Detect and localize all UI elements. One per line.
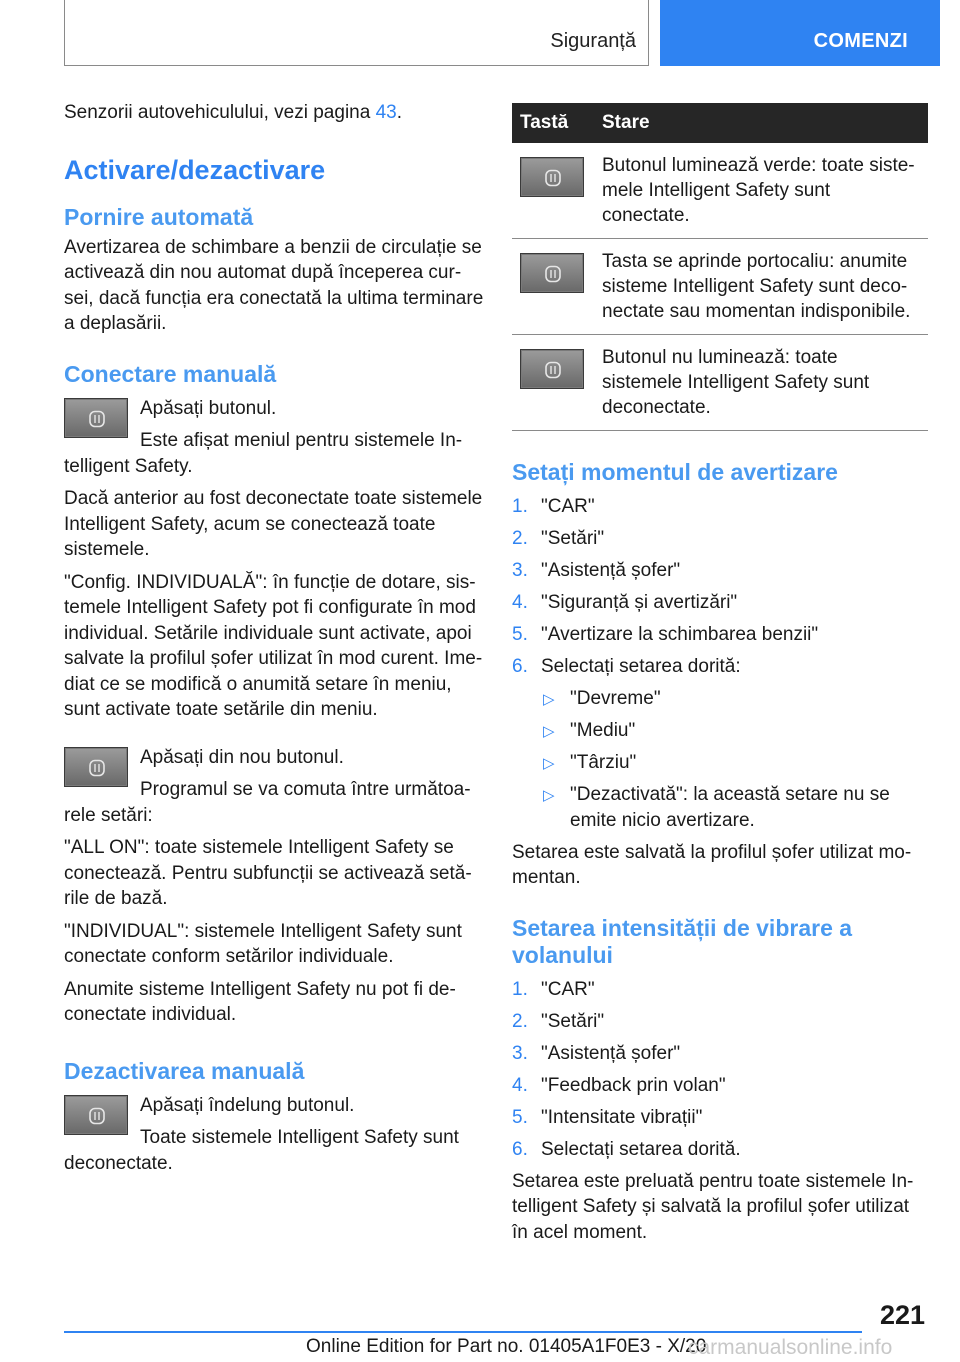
list-item: 6. Selectați setarea dorită. bbox=[512, 1138, 741, 1160]
manual-prev: Dacă anterior au fost deconectate toate sistemele Intelligent Safety, acum se conectează toate sistemele. bbox=[64, 488, 483, 560]
option-item: ▷ "Dezactivată": la această setare nu se emite nicio avertizare. bbox=[543, 784, 890, 831]
manual-heading: Conectare manuală bbox=[64, 360, 277, 387]
all-on-text: "ALL ON": toate sistemele Intelligent Safety se conectează. Pentru subfuncții se activează setările de bază. bbox=[64, 837, 472, 909]
safety-button-icon bbox=[64, 1095, 128, 1135]
safety-button-green-icon bbox=[520, 157, 584, 197]
footer-edition: Online Edition for Part no. 01405A1F0E3 - X/20 bbox=[306, 1336, 707, 1357]
page-link[interactable]: 43 bbox=[375, 102, 397, 123]
page-number: 221 bbox=[880, 1300, 926, 1330]
manual-press: Apăsați butonul. bbox=[140, 397, 277, 419]
header-tab[interactable] bbox=[660, 0, 940, 66]
list-item: 4. "Siguranță și avertizări" bbox=[512, 592, 738, 613]
list-item: 3. "Asistență șofer" bbox=[512, 560, 681, 581]
option-item: ▷ "Devreme" bbox=[541, 686, 928, 712]
footer-divider bbox=[64, 1331, 862, 1333]
tab-label: COMENZI bbox=[813, 30, 908, 52]
row-text: Butonul nu luminează: toate sistemele Intelligent Safety sunt deconectate. bbox=[594, 335, 928, 431]
warn-saved: Setarea este salvată la profilul șofer utilizat momentan. bbox=[512, 841, 912, 888]
auto-heading: Pornire automată bbox=[64, 203, 254, 230]
manual-config: "Config. INDIVIDUALĂ": în funcție de dotare, sistemele Intelligent Safety pot fi configurate în mod individual. Setările individuale sunt activate, apoi salvate la profilul șofer utilizat în mod curent. Imediat ce se modifică o anumită setare în meniu, sunt activate toate setările din meniu. bbox=[64, 571, 483, 720]
list-item: 2. "Setări" bbox=[512, 1010, 605, 1032]
table-row bbox=[512, 143, 928, 239]
vibr-steps bbox=[512, 977, 928, 1163]
auto-text: Avertizarea de schimbare a benzii de circulație se activează din nou automat după începerea cursei, dacă funcția era conectată la ultima terminare a deplasării. bbox=[64, 236, 484, 334]
left-column bbox=[64, 100, 484, 1183]
deact-heading: Dezactivarea manuală bbox=[64, 1057, 305, 1084]
col-key: Tastă bbox=[512, 103, 594, 143]
safety-button-icon bbox=[64, 747, 128, 787]
deact-text: Toate sistemele Intelligent Safety sunt deconectate. bbox=[64, 1127, 459, 1174]
again-toggle: Programul se va comuta între următoarele setări: bbox=[64, 779, 471, 826]
safety-button-off-icon bbox=[520, 349, 584, 389]
individual-text: "INDIVIDUAL": sistemele Intelligent Safety sunt conectate conform setărilor individuale. bbox=[64, 920, 462, 967]
deact-press: Apăsați îndelung butonul. bbox=[140, 1094, 355, 1116]
header-section bbox=[64, 0, 649, 66]
section-title: Siguranță bbox=[550, 30, 636, 52]
option-item: ▷ "Târziu" bbox=[541, 750, 928, 776]
safety-button-icon bbox=[64, 398, 128, 438]
list-item: 5. "Avertizare la schimbarea benzii" bbox=[512, 624, 819, 645]
some-text: Anumite sisteme Intelligent Safety nu pot fi deconectate individual. bbox=[64, 978, 456, 1025]
triangle-bullet-icon: ▷ bbox=[543, 723, 555, 740]
list-item: 5. "Intensitate vibrații" bbox=[512, 1106, 703, 1128]
section-heading: Activare/dezactivare bbox=[64, 154, 326, 185]
status-table bbox=[512, 103, 928, 431]
safety-button-orange-icon bbox=[520, 253, 584, 293]
col-state: Stare bbox=[594, 103, 928, 143]
manual-block bbox=[64, 396, 484, 480]
warn-steps bbox=[512, 494, 928, 680]
list-item: 6. Selectați setarea dorită: bbox=[512, 656, 741, 677]
table-row bbox=[512, 239, 928, 335]
again-block bbox=[64, 745, 484, 829]
again-press: Apăsați din nou butonul. bbox=[140, 746, 344, 768]
watermark: carmanualsonline.info bbox=[688, 1336, 893, 1359]
vibr-heading: Setarea intensității de vibrare a volanului bbox=[512, 914, 853, 968]
table-header-row bbox=[512, 103, 928, 143]
list-item: 1. "CAR" bbox=[512, 496, 595, 517]
list-item: 3. "Asistență șofer" bbox=[512, 1042, 681, 1064]
list-item: 1. "CAR" bbox=[512, 978, 595, 1000]
warn-options bbox=[541, 686, 928, 833]
triangle-bullet-icon: ▷ bbox=[543, 691, 555, 708]
option-item: ▷ "Mediu" bbox=[541, 718, 928, 744]
manual-menu: Este afișat meniul pentru sistemele Intelligent Safety. bbox=[64, 430, 463, 477]
triangle-bullet-icon: ▷ bbox=[543, 787, 555, 804]
warn-heading: Setați momentul de avertizare bbox=[512, 459, 838, 485]
table-row bbox=[512, 335, 928, 431]
row-text: Tasta se aprinde portocaliu: anumite sisteme Intelligent Safety sunt deconectate sau momentan indisponibile. bbox=[594, 239, 928, 335]
triangle-bullet-icon: ▷ bbox=[543, 755, 555, 772]
list-item: 4. "Feedback prin volan" bbox=[512, 1074, 726, 1096]
deact-block bbox=[64, 1093, 484, 1177]
row-text: Butonul luminează verde: toate sistemele Intelligent Safety sunt conectate. bbox=[594, 143, 928, 239]
list-item: 2. "Setări" bbox=[512, 528, 605, 549]
right-column bbox=[512, 100, 928, 1252]
intro-text: Senzorii autovehiculului, vezi pagina 43. bbox=[64, 102, 403, 123]
vibr-saved: Setarea este preluată pentru toate sistemele Intelligent Safety și salvată la profilul șofer utilizat în acel moment. bbox=[512, 1170, 914, 1243]
